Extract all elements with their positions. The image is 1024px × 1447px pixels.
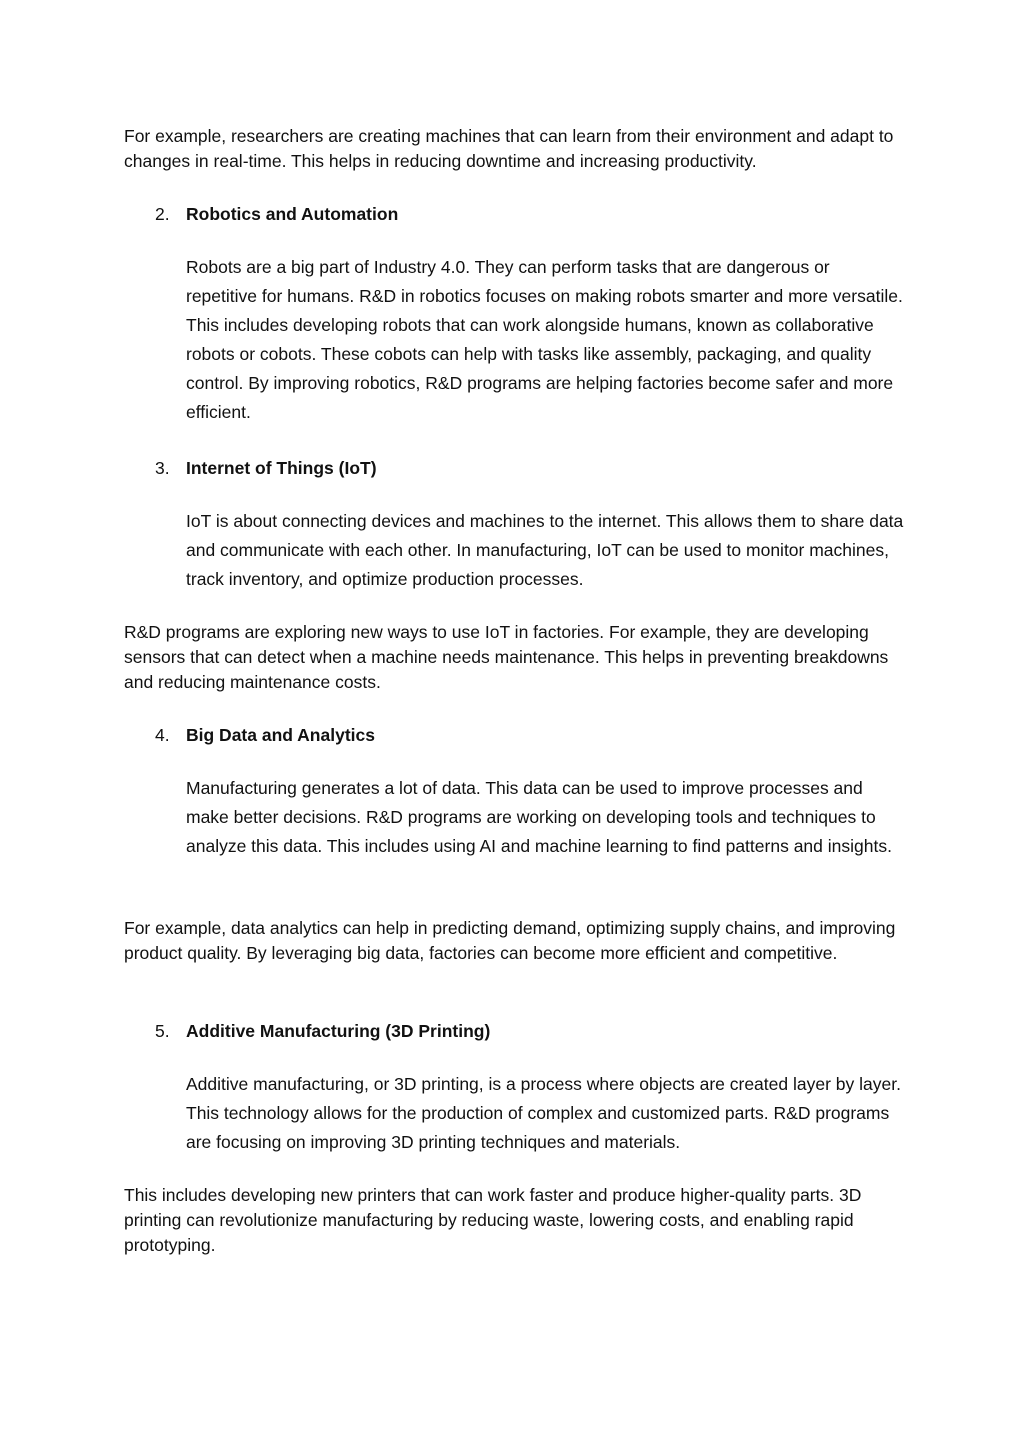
section-title: Additive Manufacturing (3D Printing) — [186, 1021, 491, 1041]
section-number: 3. — [155, 458, 170, 478]
section-title: Internet of Things (IoT) — [186, 458, 377, 478]
section-body-robotics: Robots are a big part of Industry 4.0. They can perform tasks that are dangerous or repetitive for humans. R&D in robotics focuses on making robots smarter and more versatile. This includes developing robots that can work alongside humans, known as collaborative robots or cobots. These cobots can help with tasks like assembly, packaging, and quality control. By improving robotics, R&D programs are helping factories become safer and more efficient. — [186, 257, 903, 422]
section-number: 5. — [155, 1021, 170, 1041]
intro-paragraph: For example, researchers are creating machines that can learn from their environment and adapt to changes in real-time. This helps in reducing downtime and increasing productivity. — [124, 126, 894, 171]
section-body-big-data: Manufacturing generates a lot of data. This data can be used to improve processes and make better decisions. R&D programs are working on developing tools and techniques to analyze this data. This includes using AI and machine learning to find patterns and insights. — [186, 778, 892, 856]
section-followup-big-data: For example, data analytics can help in predicting demand, optimizing supply chains, and improving product quality. By leveraging big data, factories can become more efficient and competitive. — [124, 918, 896, 963]
section-body-additive: Additive manufacturing, or 3D printing, is a process where objects are created layer by layer. This technology allows for the production of complex and customized parts. R&D programs are focusing on improving 3D printing techniques and materials. — [186, 1074, 901, 1152]
section-title: Big Data and Analytics — [186, 725, 375, 745]
section-followup-additive: This includes developing new printers that can work faster and produce higher-quality parts. 3D printing can revolutionize manufacturing by reducing waste, lowering costs, and enabling rapid prototyping. — [124, 1185, 862, 1255]
section-body-iot: IoT is about connecting devices and machines to the internet. This allows them to share data and communicate with each other. In manufacturing, IoT can be used to monitor machines, track inventory, and optimize production processes. — [186, 511, 904, 589]
section-title: Robotics and Automation — [186, 204, 399, 224]
section-number: 4. — [155, 725, 170, 745]
section-number: 2. — [155, 204, 170, 224]
section-followup-iot: R&D programs are exploring new ways to use IoT in factories. For example, they are developing sensors that can detect when a machine needs maintenance. This helps in preventing breakdowns and reducing maintenance costs. — [124, 622, 889, 692]
